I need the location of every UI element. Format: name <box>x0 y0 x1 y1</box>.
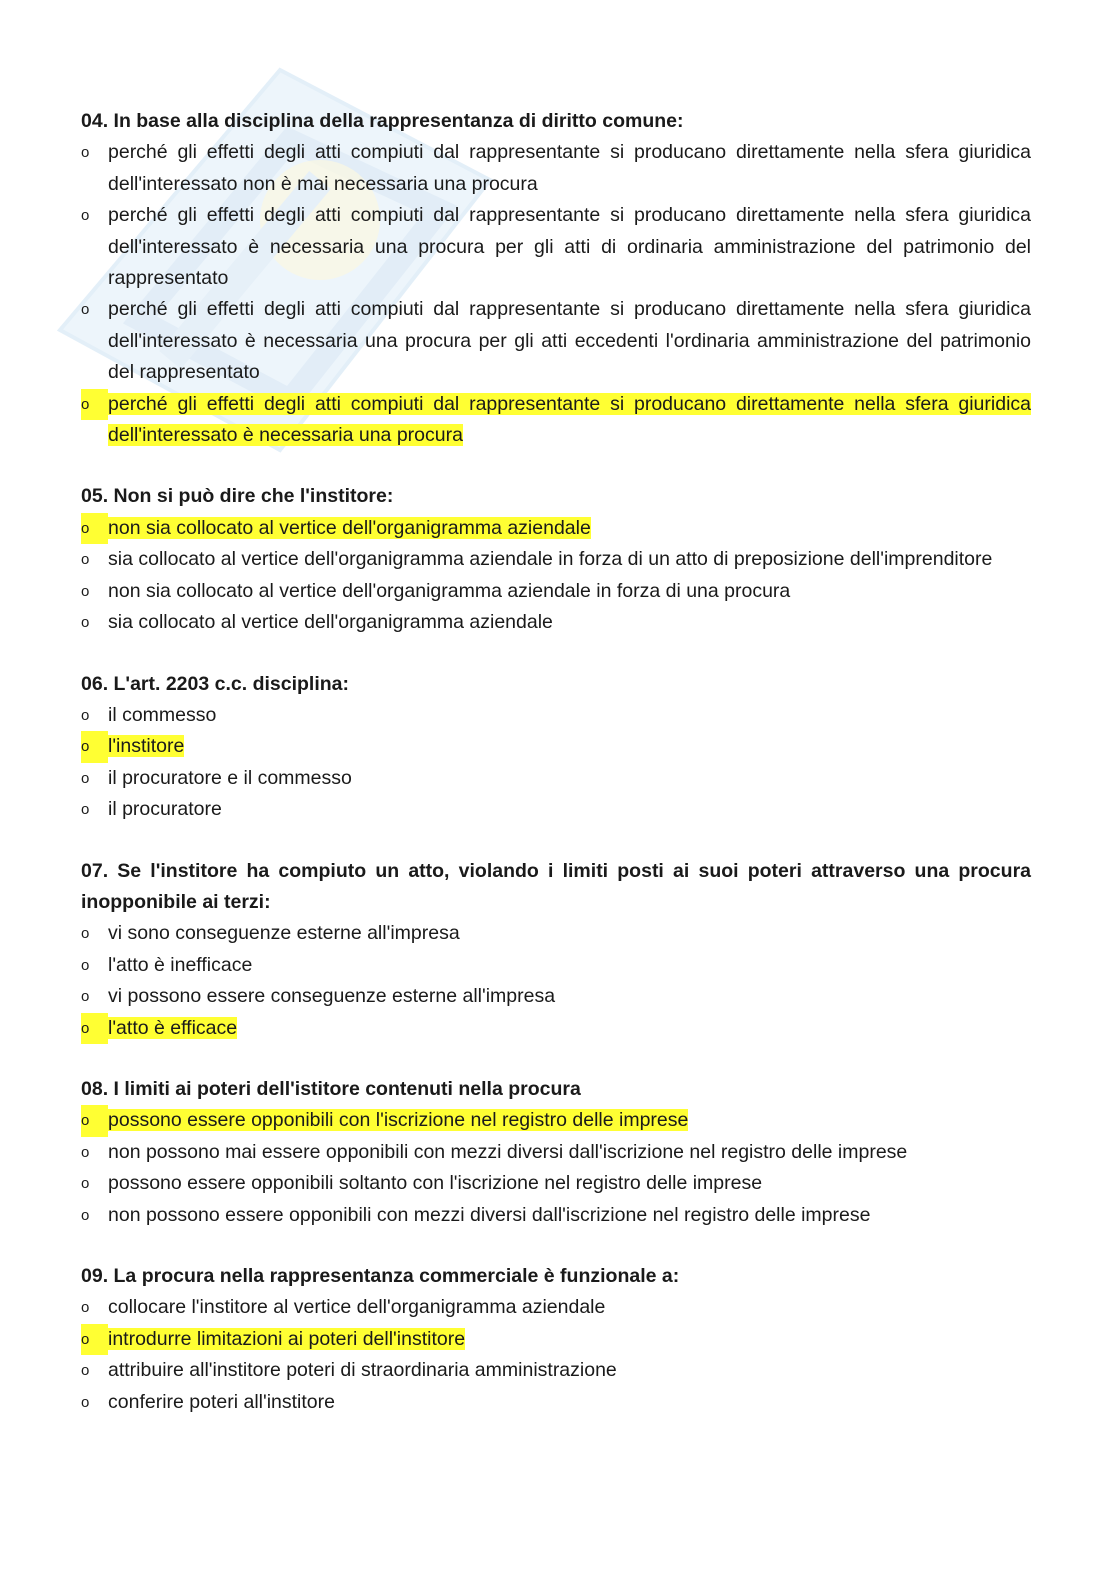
answer-text: il procuratore <box>108 798 222 821</box>
answer-text: non possono essere opponibili con mezzi diversi dall'iscrizione nel registro delle imprese <box>108 1203 871 1226</box>
bullet-circle-icon: o <box>81 207 90 225</box>
bullet-circle-icon: o <box>81 988 90 1006</box>
question-04 <box>81 106 1031 451</box>
answer-text: perché gli effetti degli atti compiuti dal rappresentante si producano direttamente nella sfera giuridica dell'interessato è necessaria una procura per gli atti eccedenti l'ordinaria amministrazione del patrimonio del rappresentato <box>108 298 1031 384</box>
bullet-circle-icon: o <box>81 731 108 762</box>
question-08 <box>81 1074 1031 1231</box>
answer-text: non sia collocato al vertice dell'organigramma aziendale in forza di una procura <box>108 579 791 602</box>
answer-option[interactable] <box>81 731 1031 762</box>
answer-option[interactable] <box>81 1105 1031 1136</box>
answer-option[interactable] <box>81 389 1031 452</box>
question-title: 06. L'art. 2203 c.c. disciplina: <box>81 672 350 695</box>
question-title: 05. Non si può dire che l'institore: <box>81 485 394 508</box>
answer-option[interactable] <box>81 700 1031 731</box>
bullet-circle-icon: o <box>81 1105 108 1136</box>
answer-option[interactable] <box>81 918 1031 949</box>
answer-option[interactable] <box>81 794 1031 825</box>
question-title: 04. In base alla disciplina della rappresentanza di diritto comune: <box>81 110 684 132</box>
bullet-circle-icon: o <box>81 1013 108 1044</box>
answer-text: vi possono essere conseguenze esterne all'impresa <box>108 985 556 1008</box>
bullet-circle-icon: o <box>81 925 90 943</box>
options-list <box>81 513 1031 639</box>
question-05 <box>81 481 1031 638</box>
answer-text: possono essere opponibili con l'iscrizione nel registro delle imprese <box>108 1109 689 1132</box>
bullet-circle-icon: o <box>81 144 90 162</box>
answer-option[interactable] <box>81 1355 1031 1386</box>
bullet-circle-icon: o <box>81 513 108 544</box>
bullet-circle-icon: o <box>81 1206 90 1224</box>
question-07 <box>81 856 1031 1044</box>
bullet-circle-icon: o <box>81 301 90 319</box>
answer-text: possono essere opponibili soltanto con l'iscrizione nel registro delle imprese <box>108 1172 763 1195</box>
options-list <box>81 1292 1031 1418</box>
answer-text: perché gli effetti degli atti compiuti dal rappresentante si producano direttamente nella sfera giuridica dell'interessato non è mai necessaria una procura <box>108 141 1031 195</box>
answer-text: attribuire all'institore poteri di straordinaria amministrazione <box>108 1359 617 1382</box>
answer-text: l'institore <box>108 735 185 758</box>
answer-text: conferire poteri all'institore <box>108 1390 335 1413</box>
question-09 <box>81 1261 1031 1418</box>
answer-option[interactable] <box>81 763 1031 794</box>
bullet-circle-icon: o <box>81 706 90 724</box>
answer-option[interactable] <box>81 544 1031 575</box>
answer-text: sia collocato al vertice dell'organigramma aziendale <box>108 611 553 634</box>
bullet-circle-icon: o <box>81 614 90 632</box>
answer-text: vi sono conseguenze esterne all'impresa <box>108 922 460 945</box>
question-title: 07. Se l'institore ha compiuto un atto, violando i limiti posti ai suoi poteri attraverso una procura inopponibile ai terzi: <box>81 859 1031 913</box>
answer-option[interactable] <box>81 513 1031 544</box>
answer-text: introdurre limitazioni ai poteri dell'institore <box>108 1327 466 1350</box>
bullet-circle-icon: o <box>81 582 90 600</box>
bullet-circle-icon: o <box>81 1175 90 1193</box>
answer-text: il procuratore e il commesso <box>108 766 352 789</box>
answer-option[interactable] <box>81 1168 1031 1199</box>
bullet-circle-icon: o <box>81 1299 90 1317</box>
answer-option[interactable] <box>81 576 1031 607</box>
answer-option[interactable] <box>81 200 1031 294</box>
answer-text: l'atto è efficace <box>108 1016 238 1039</box>
answer-text: non possono mai essere opponibili con mezzi diversi dall'iscrizione nel registro delle imprese <box>108 1140 908 1163</box>
answer-text: perché gli effetti degli atti compiuti dal rappresentante si producano direttamente nella sfera giuridica dell'interessato è necessaria una procura per gli atti di ordinaria amministrazione del patrimonio del rappresentato <box>108 204 1031 290</box>
answer-option[interactable] <box>81 1200 1031 1231</box>
bullet-circle-icon: o <box>81 1324 108 1355</box>
quiz-content <box>81 106 1031 1448</box>
options-list <box>81 137 1031 451</box>
answer-option[interactable] <box>81 981 1031 1012</box>
options-list <box>81 700 1031 826</box>
answer-text: l'atto è inefficace <box>108 953 253 976</box>
bullet-circle-icon: o <box>81 1362 90 1380</box>
bullet-circle-icon: o <box>81 551 90 569</box>
question-title: 08. I limiti ai poteri dell'istitore contenuti nella procura <box>81 1077 581 1100</box>
answer-option[interactable] <box>81 607 1031 638</box>
answer-option[interactable] <box>81 1137 1031 1168</box>
answer-text: collocare l'institore al vertice dell'organigramma aziendale <box>108 1296 606 1319</box>
answer-text: il commesso <box>108 703 217 726</box>
bullet-circle-icon: o <box>81 1393 90 1411</box>
options-list <box>81 1105 1031 1231</box>
answer-option[interactable] <box>81 294 1031 388</box>
bullet-circle-icon: o <box>81 769 90 787</box>
question-06 <box>81 669 1031 826</box>
answer-option[interactable] <box>81 1324 1031 1355</box>
question-title: 09. La procura nella rappresentanza commerciale è funzionale a: <box>81 1265 680 1287</box>
bullet-circle-icon: o <box>81 801 90 819</box>
answer-text: sia collocato al vertice dell'organigramma aziendale in forza di un atto di preposizione dell'imprenditore <box>108 548 993 571</box>
bullet-circle-icon: o <box>81 956 90 974</box>
answer-text: non sia collocato al vertice dell'organigramma aziendale <box>108 516 591 539</box>
answer-option[interactable] <box>81 1387 1031 1418</box>
answer-option[interactable] <box>81 1013 1031 1044</box>
answer-option[interactable] <box>81 1292 1031 1323</box>
answer-option[interactable] <box>81 137 1031 200</box>
answer-text: perché gli effetti degli atti compiuti dal rappresentante si producano direttamente nella sfera giuridica dell'interessato è necessaria una procura <box>108 392 1031 447</box>
bullet-circle-icon: o <box>81 1143 90 1161</box>
answer-option[interactable] <box>81 950 1031 981</box>
bullet-circle-icon: o <box>81 389 108 420</box>
options-list <box>81 918 1031 1044</box>
